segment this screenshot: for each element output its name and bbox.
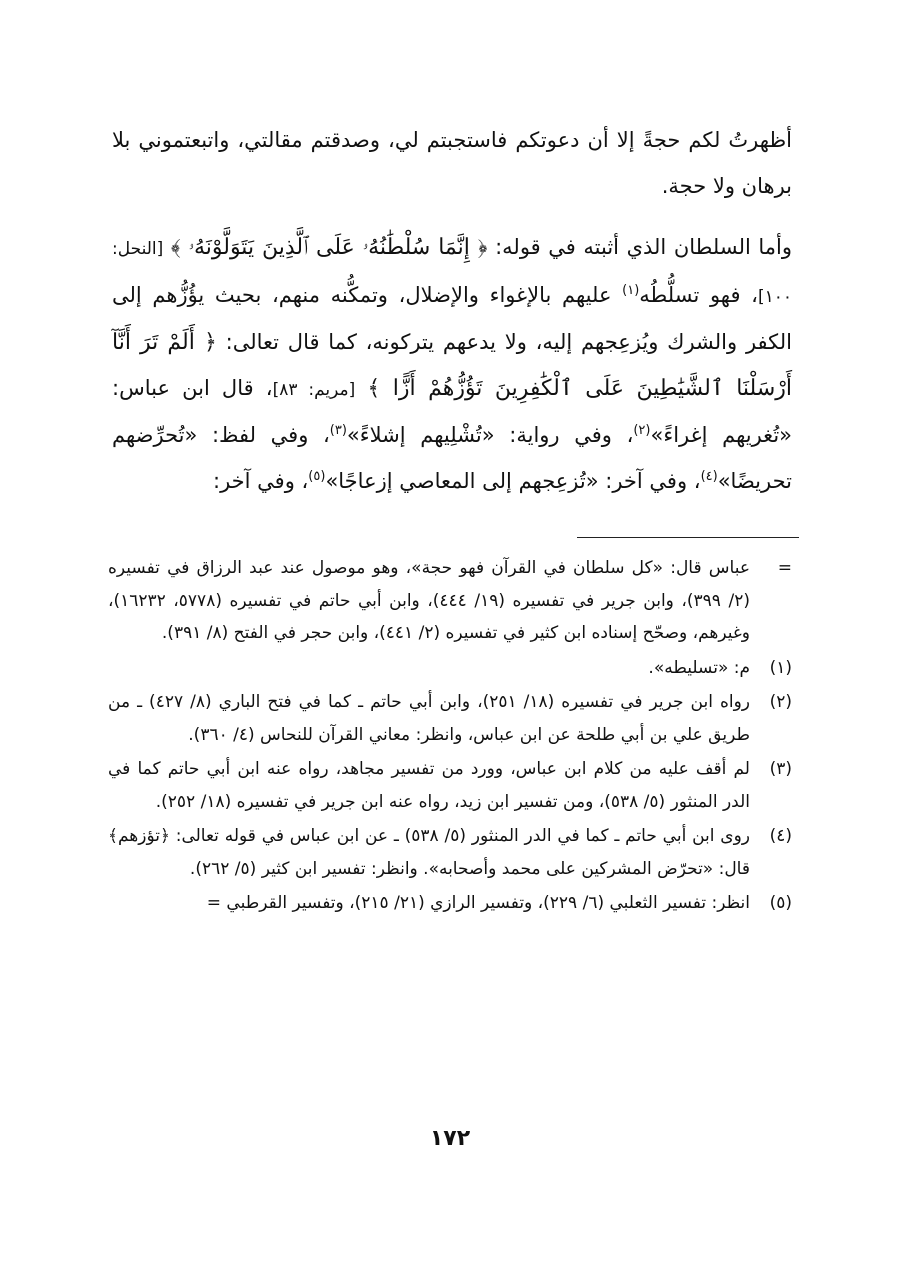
paragraph-2-lead: وأما السلطان الذي أثبته في قوله: <box>495 235 792 259</box>
footnote-number: (٤) <box>769 826 792 846</box>
main-text <box>112 118 792 504</box>
footnote-ref-1[interactable]: (١) <box>622 282 640 298</box>
footnote-1 <box>108 652 792 685</box>
paragraph-2-end: ، وفي آخر: <box>213 468 309 493</box>
footnote-5 <box>108 887 792 920</box>
footnote-text: انظر: تفسير الثعلبي (٦/ ٢٢٩)، وتفسير الرازي (٢١/ ٢١٥)، وتفسير القرطبي = <box>206 893 750 913</box>
quran-verse-nahl: ﴿ إِنَّمَا سُلْطَٰنُهُۥ عَلَى ٱلَّذِينَ يَتَوَلَّوْنَهُۥ ﴾ <box>170 235 488 260</box>
footnote-text: عباس قال: «كل سلطان في القرآن فهو حجة»، وهو موصول عند عبد الرزاق في تفسيره (٢/ ٣٩٩)، وابن جرير في تفسيره (١٩/ ٤٤٤)، وابن أبي حاتم في تفسيره (٥٧٧٨، ١٦٢٣٢)، وغيرهم، وصحّح إسناده ابن كثير في تفسيره (٢/ ٤٤١)، وابن حجر في الفتح (٨/ ٣٩١). <box>108 558 750 643</box>
footnote-number: (٣) <box>769 759 792 779</box>
paragraph-2-text-b: عليهم بالإغواء والإضلال، وتمكُّنه منهم، بحيث يؤُزُّهم إلى الكفر والشرك ويُزعِجهم إليه، ولا يدعهم يتركونه، كما قال تعالى: <box>112 282 792 354</box>
paragraph-1: أظهرتُ لكم حجةً إلا أن دعوتكم فاستجبتم لي، وصدقتم مقالتي، واتبعتموني بلا برهان ولا حجة. <box>112 128 792 198</box>
footnote-ref-2[interactable]: (٢) <box>633 423 651 438</box>
paragraph-2 <box>112 225 792 504</box>
footnote-text: م: «تسليطه». <box>648 657 750 678</box>
paragraph-2-text-c: ، قال ابن عباس: «تُغريهم إغراءً» <box>112 375 793 447</box>
footnote-text: لم أقف عليه من كلام ابن عباس، وورد من تفسير مجاهد، رواه عنه ابن أبي حاتم كما في الدر المنثور (٥/ ٥٣٨)، ومن تفسير ابن زيد، رواه عنه ابن جرير في تفسيره (١٨/ ٢٥٢). <box>108 759 750 812</box>
sura-reference-maryam: [مريم: ٨٣] <box>272 379 356 400</box>
quran-verse-maryam: ﴿ أَلَمْ تَرَ أَنَّآ أَرْسَلْنَا ٱلشَّيَٰطِينَ عَلَى ٱلْكَٰفِرِينَ تَؤُزُّهُمْ أَزًّا ﴾ <box>112 330 793 401</box>
footnote-2 <box>108 686 792 751</box>
footnote-number: = <box>777 558 792 578</box>
footnote-number: (١) <box>769 657 792 678</box>
paragraph-2-text-d: ، وفي رواية: «تُشْلِيهم إشلاءً» <box>346 423 634 447</box>
footnote-number: (٥) <box>769 893 792 913</box>
footnotes <box>108 552 792 922</box>
paragraph-2-text-a: ، فهو تسلُّطُه <box>639 282 758 307</box>
footnote-ref-5[interactable]: (٥) <box>308 468 326 484</box>
footnote-number: (٢) <box>769 692 792 712</box>
footnote-4 <box>108 820 792 885</box>
footnote-divider <box>577 537 799 538</box>
page-number: ١٧٢ <box>429 1126 471 1151</box>
footnote-text: رواه ابن جرير في تفسيره (١٨/ ٢٥١)، وابن أبي حاتم ـ كما في فتح الباري (٨/ ٤٢٧) ـ من طريق علي بن أبي طلحة عن ابن عباس، وانظر: معاني القرآن للنحاس (٤/ ٣٦٠). <box>108 692 750 745</box>
paragraph-2-text-e: ، وفي لفظ: «تُحرِّضهم تحريضًا» <box>112 423 792 493</box>
footnote-ref-3[interactable]: (٣) <box>329 423 347 438</box>
footnote-text: روى ابن أبي حاتم ـ كما في الدر المنثور (٥/ ٥٣٨) ـ عن ابن عباس في قوله تعالى: ﴿تؤزهم﴾ قال: «تحرّض المشركين على محمد وأصحابه». وانظر: تفسير ابن كثير (٥/ ٢٦٢). <box>108 826 750 879</box>
footnote-3 <box>108 753 792 818</box>
paragraph-2-text-f: ، وفي آخر: «تُزعِجهم إلى المعاصي إزعاجًا» <box>325 468 701 493</box>
footnote-continuation <box>108 552 792 650</box>
footnote-ref-4[interactable]: (٤) <box>700 468 718 484</box>
sura-reference-nahl: [النحل: ١٠٠] <box>112 239 792 307</box>
